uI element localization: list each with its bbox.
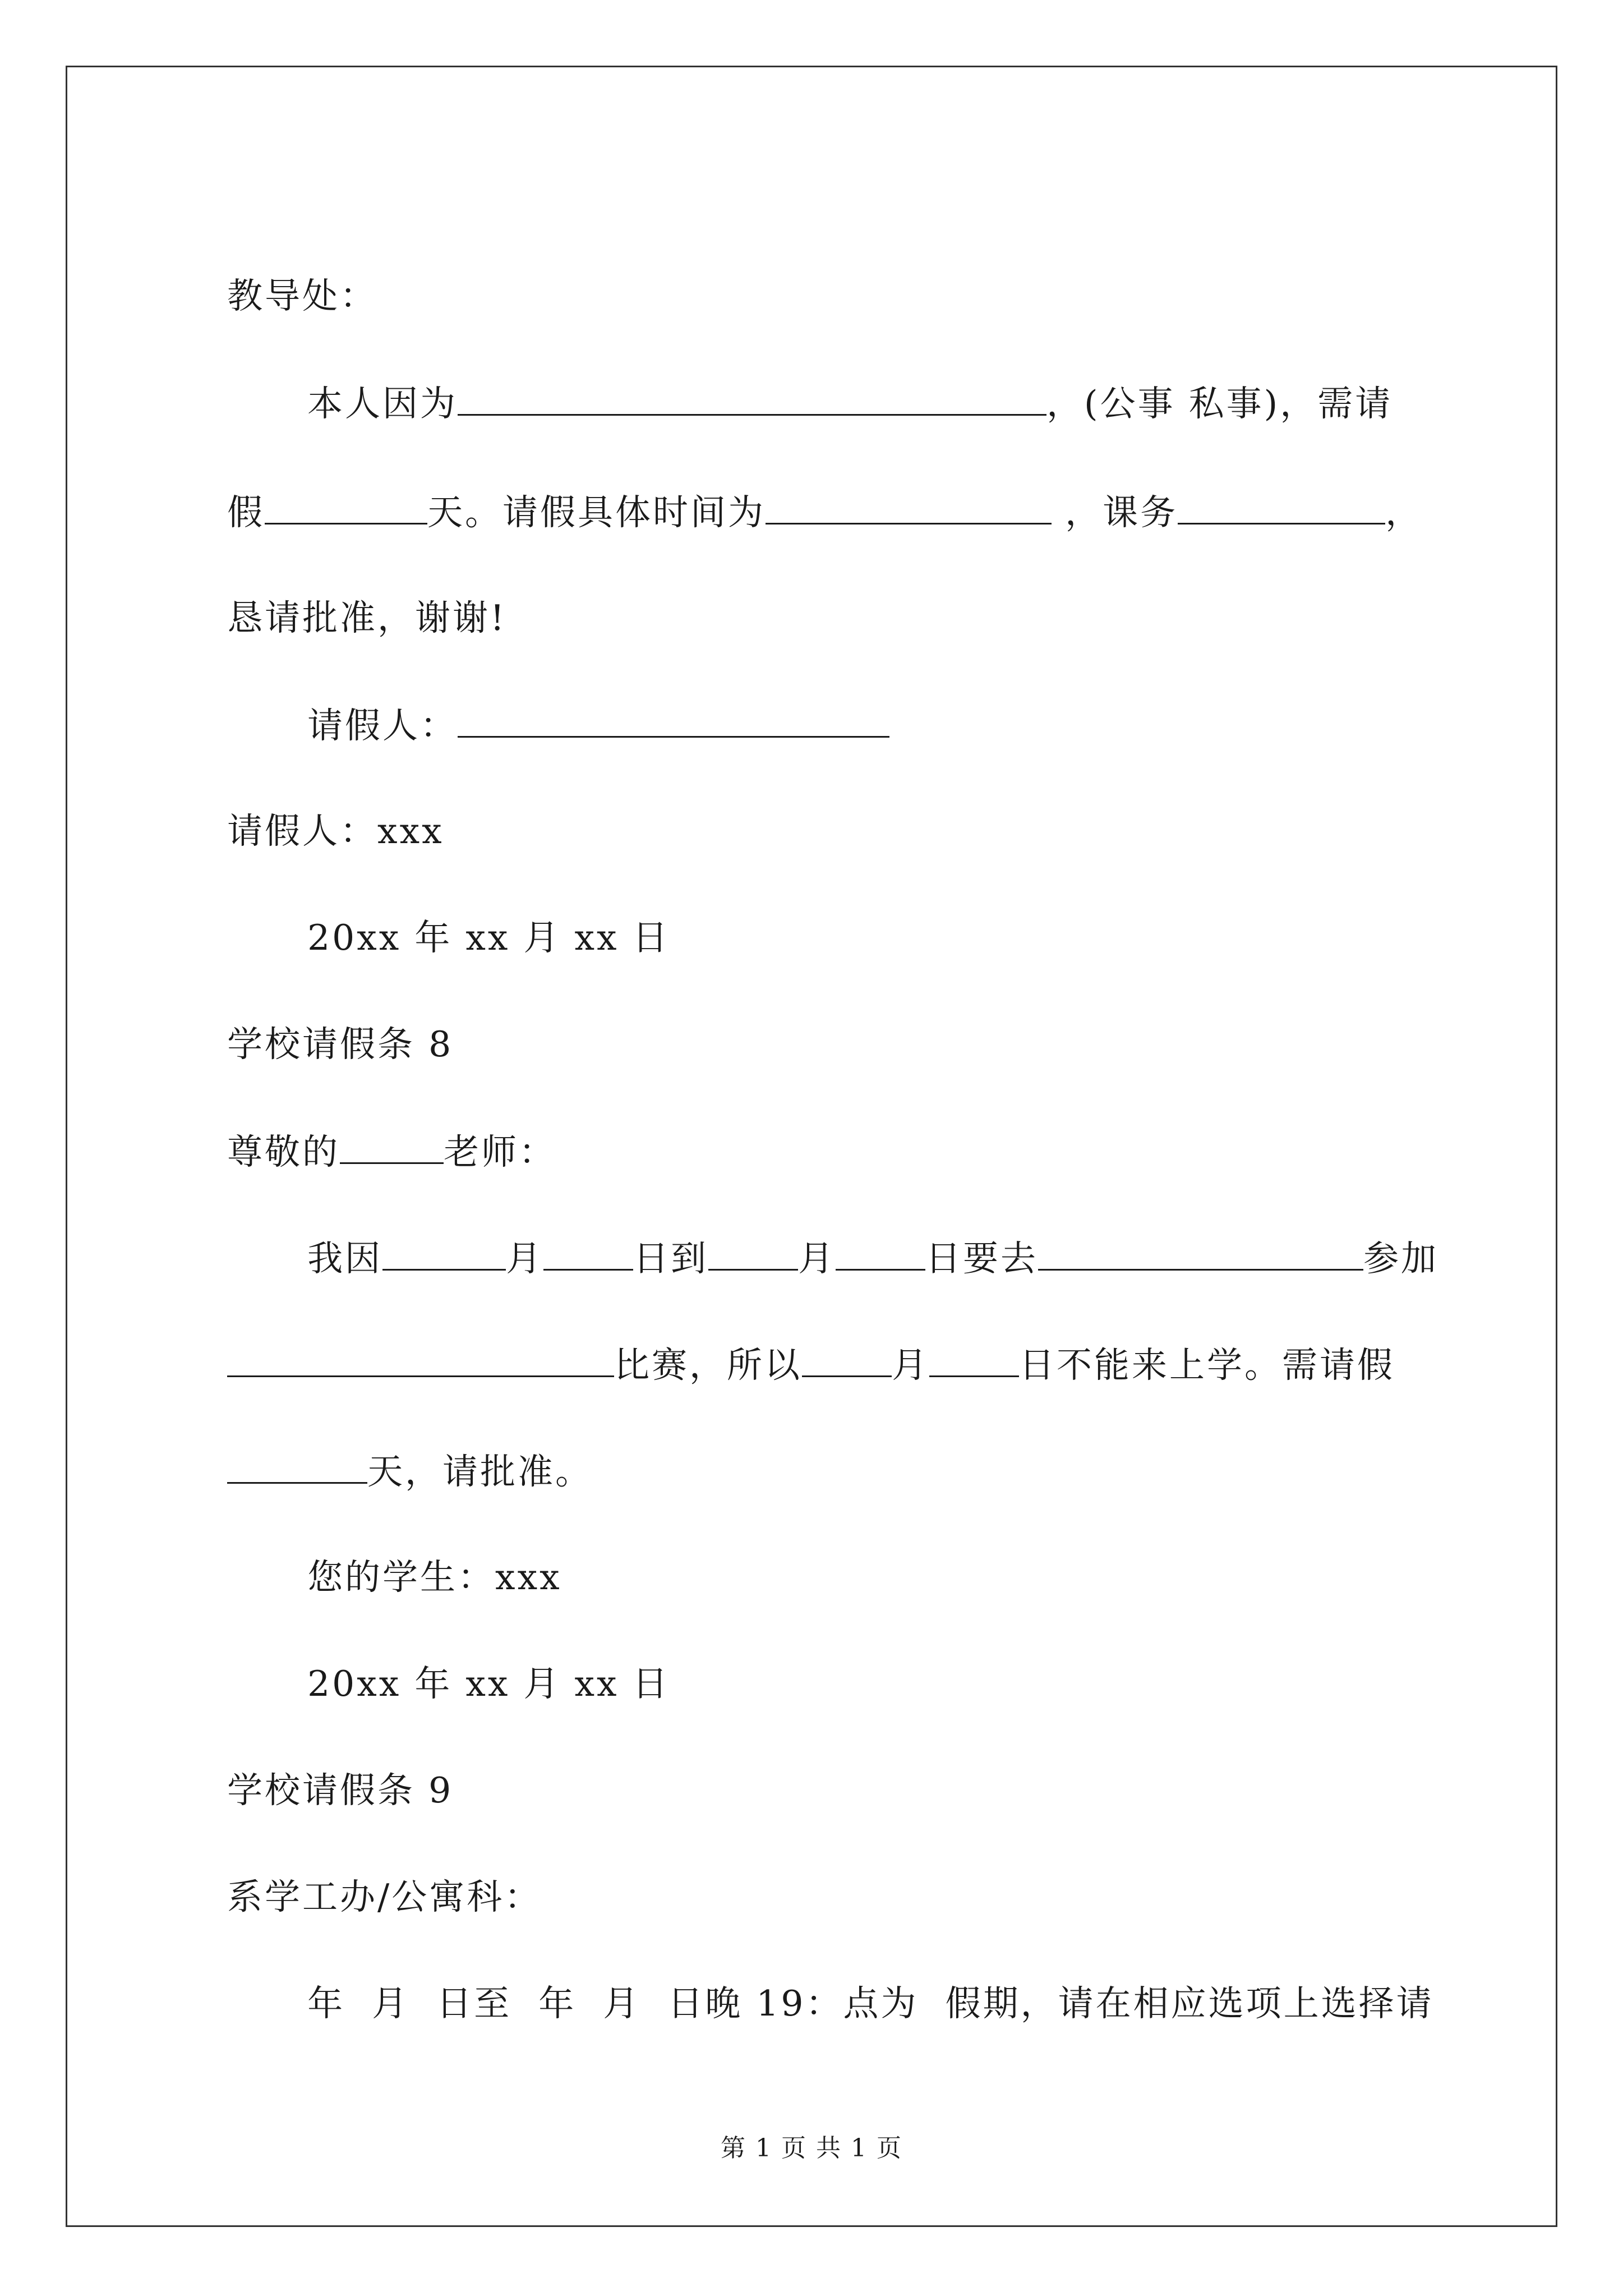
absent-label: 日不能来上学。需请假 — [1019, 1345, 1395, 1386]
request-line — [200, 551, 507, 638]
competition-date-line — [280, 1190, 1439, 1279]
coursework-label: ，课务 — [1065, 492, 1178, 533]
office-addressee: 系学工办/公寓科： — [227, 1876, 542, 1917]
date-line-2 — [280, 1617, 670, 1704]
holiday-line — [280, 1936, 1434, 2024]
leave-days-blank — [227, 1448, 367, 1484]
absent-day-blank — [929, 1342, 1019, 1377]
applicant-blank-line — [280, 657, 889, 746]
month-label-2: 月 — [798, 1238, 836, 1279]
date-2: 20xx 年 xx 月 xx 日 — [307, 1663, 670, 1704]
comma: ， — [1385, 492, 1423, 533]
days-blank — [265, 489, 427, 524]
duration-prefix: 假 — [227, 492, 265, 533]
addressee-line — [200, 229, 378, 316]
applicant-name: 请假人：xxx — [227, 811, 444, 852]
coursework-blank — [1178, 489, 1385, 524]
to-label: 日到 — [633, 1238, 709, 1279]
date-1: 20xx 年 xx 月 xx 日 — [307, 917, 670, 958]
student-name: 您的学生：xxx — [307, 1557, 562, 1598]
heading-8: 学校请假条 8 — [227, 1024, 454, 1065]
competition-line — [200, 1297, 1395, 1386]
date-line-1 — [280, 871, 670, 958]
office-addressee-line — [200, 1830, 542, 1917]
go-to-label: 日要去 — [925, 1238, 1039, 1279]
reason-option-private: 私事)，需请 — [1188, 383, 1393, 424]
leave-days-line — [200, 1404, 593, 1492]
attend-label: 参加 — [1363, 1238, 1439, 1279]
reason-line — [280, 335, 1393, 424]
month-label-1: 月 — [506, 1238, 544, 1279]
teacher-salutation-line — [200, 1084, 557, 1172]
student-line — [280, 1510, 562, 1598]
competition-blank — [227, 1342, 614, 1377]
salutation-suffix: 老师： — [444, 1131, 557, 1172]
time-blank — [766, 489, 1052, 524]
holiday-text: 年 月 日至 年 月 日晚 19：点为 假期，请在相应选项上选择请 — [307, 1983, 1434, 2024]
start-day-blank — [543, 1235, 633, 1271]
time-label: 天。请假具体时间为 — [427, 492, 766, 533]
place-blank — [1038, 1235, 1363, 1271]
page-footer — [0, 2132, 1623, 2165]
page-number: 第 1 页 共 1 页 — [721, 2134, 902, 2162]
approve-request: 天，请批准。 — [367, 1451, 593, 1492]
heading-9: 学校请假条 9 — [227, 1770, 454, 1811]
absent-month-blank — [802, 1342, 892, 1377]
end-day-blank — [836, 1235, 925, 1271]
request-text: 恳请批准，谢谢! — [227, 597, 507, 638]
because-label: 我因 — [307, 1238, 383, 1279]
start-month-blank — [382, 1235, 506, 1271]
addressee: 教导处： — [227, 275, 378, 316]
reason-option-public: ，(公事 — [1046, 383, 1175, 424]
section-heading-8 — [200, 977, 454, 1065]
applicant-line — [200, 764, 444, 852]
applicant-blank — [458, 702, 889, 738]
competition-label: 比赛，所以 — [614, 1345, 803, 1386]
applicant-label: 请假人： — [307, 705, 458, 746]
month-label-3: 月 — [892, 1345, 930, 1386]
teacher-blank — [340, 1129, 444, 1164]
end-month-blank — [708, 1235, 798, 1271]
duration-line — [200, 444, 1423, 533]
reason-prefix: 本人因为 — [307, 383, 458, 424]
salutation-prefix: 尊敬的 — [227, 1131, 340, 1172]
reason-blank — [458, 380, 1046, 416]
section-heading-9 — [200, 1723, 454, 1811]
